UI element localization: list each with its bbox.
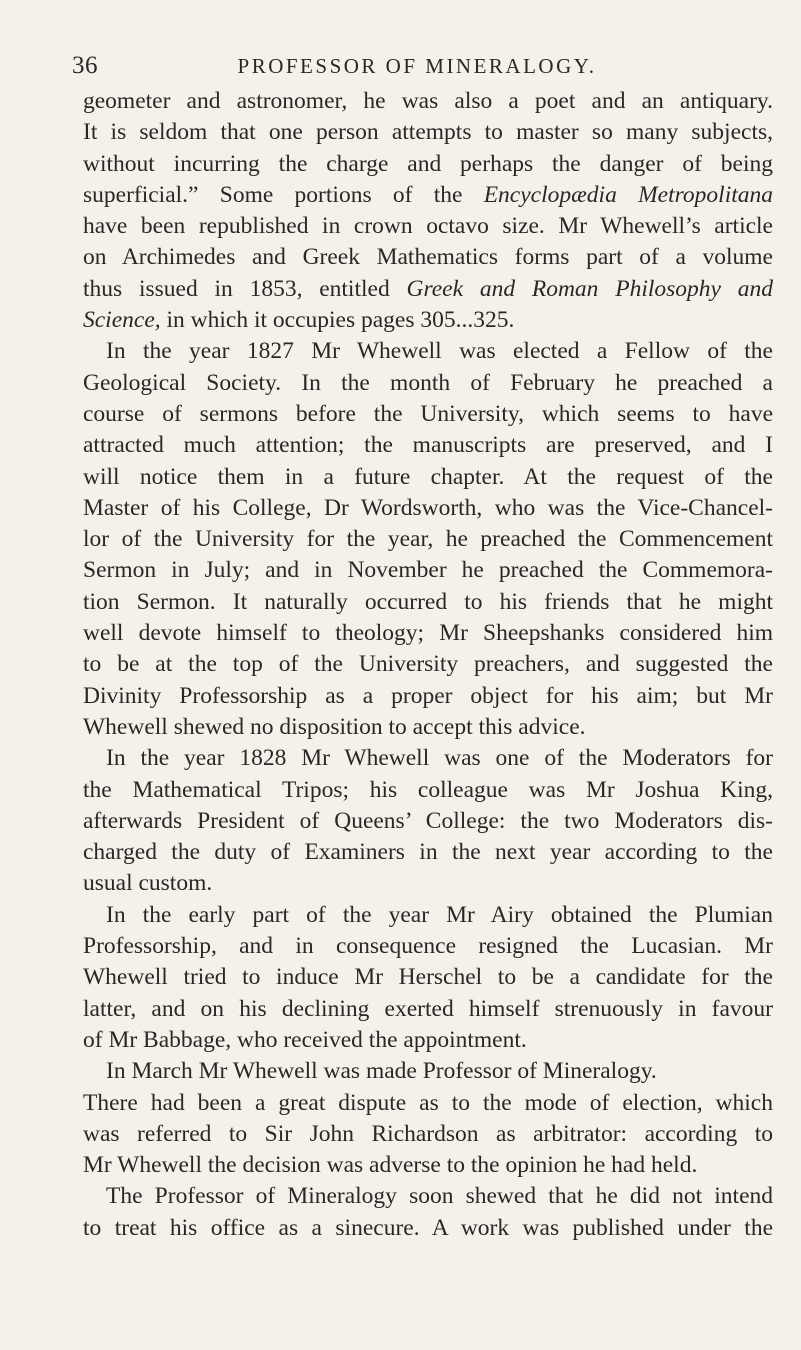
text-span: usual custom. xyxy=(83,870,213,897)
text-line xyxy=(83,555,773,586)
text-line xyxy=(83,618,773,649)
text-span: It is seldom that one person attempts to master so many subjects, xyxy=(83,119,773,146)
text-line xyxy=(83,242,773,273)
text-span: thus issued in 1853, entitled xyxy=(83,275,407,302)
text-line xyxy=(83,117,773,148)
text-line xyxy=(83,1119,773,1150)
text-span: In the early part of the year Mr Airy obtained the Plumian xyxy=(106,901,773,928)
text-span: Mr Whewell the decision was adverse to the opinion he had held. xyxy=(83,1152,698,1179)
text-span: superficial.” Some portions of the xyxy=(83,181,484,208)
text-span: There had been a great dispute as to the mode of election, which xyxy=(83,1089,773,1116)
text-span: Professorship, and in consequence resigned the Lucasian. Mr xyxy=(83,933,773,960)
text-span: Whewell shewed no disposition to accept this advice. xyxy=(83,713,586,740)
text-line xyxy=(83,806,773,837)
text-line xyxy=(83,743,773,774)
text-line xyxy=(83,524,773,555)
text-span: without incurring the charge and perhaps the danger of being xyxy=(83,150,773,177)
text-line xyxy=(83,336,773,367)
body-text xyxy=(83,86,773,1244)
text-span: will notice them in a future chapter. At the request of the xyxy=(83,463,773,490)
text-line xyxy=(83,493,773,524)
text-span: of Mr Babbage, who received the appointment. xyxy=(83,1026,527,1053)
text-line xyxy=(83,587,773,618)
text-span: The Professor of Mineralogy soon shewed that he did not intend xyxy=(106,1183,773,1210)
text-line xyxy=(83,775,773,806)
text-line xyxy=(83,712,773,743)
running-title: PROFESSOR OF MINERALOGY. xyxy=(237,54,597,78)
text-line xyxy=(83,837,773,868)
text-span: Sermon in July; and in November he preached the Commemora- xyxy=(83,557,773,584)
text-line xyxy=(83,399,773,430)
text-span: in which it occupies pages 305...325. xyxy=(160,307,515,334)
text-line xyxy=(83,1181,773,1212)
text-line xyxy=(83,1150,773,1181)
italic-text: Encyclopædia Metropolitana xyxy=(483,181,773,208)
text-span: In March Mr Whewell was made Professor of Mineralogy. xyxy=(106,1058,657,1085)
text-line xyxy=(83,274,773,305)
text-span: was referred to Sir John Richardson as arbitrator: according to xyxy=(83,1120,773,1147)
text-line xyxy=(83,211,773,242)
page-number: 36 xyxy=(72,52,98,79)
text-span: In the year 1827 Mr Whewell was elected a Fellow of the xyxy=(106,338,773,365)
text-line xyxy=(83,1213,773,1244)
text-span: charged the duty of Examiners in the next year according to the xyxy=(83,839,773,866)
text-line xyxy=(83,962,773,993)
italic-text: Greek and Roman Philosophy and xyxy=(406,275,773,302)
text-span: lor of the University for the year, he preached the Commencement xyxy=(83,526,773,553)
text-line xyxy=(83,994,773,1025)
text-line xyxy=(83,1025,773,1056)
text-span: attracted much attention; the manuscripts are preserved, and I xyxy=(83,432,773,459)
text-line xyxy=(83,681,773,712)
text-line xyxy=(83,86,773,117)
text-line xyxy=(83,305,773,336)
text-line xyxy=(83,462,773,493)
text-span: Divinity Professorship as a proper object for his aim; but Mr xyxy=(83,682,773,709)
page-header xyxy=(72,52,762,82)
text-line xyxy=(83,900,773,931)
text-span: Geological Society. In the month of February he preached a xyxy=(83,369,773,396)
text-span: geometer and astronomer, he was also a poet and an antiquary. xyxy=(83,88,773,114)
text-line xyxy=(83,180,773,211)
text-line xyxy=(83,868,773,899)
text-span: well devote himself to theology; Mr Sheepshanks considered him xyxy=(83,620,773,647)
text-span: on Archimedes and Greek Mathematics forms part of a volume xyxy=(83,244,773,271)
text-span: Master of his College, Dr Wordsworth, who was the Vice-Chancel- xyxy=(83,494,773,521)
text-line xyxy=(83,931,773,962)
text-line xyxy=(83,1056,773,1087)
text-span: course of sermons before the University, which seems to have xyxy=(83,400,773,427)
text-span: tion Sermon. It naturally occurred to his friends that he might xyxy=(83,588,773,615)
text-line xyxy=(83,368,773,399)
text-span: to treat his office as a sinecure. A work was published under the xyxy=(83,1214,773,1241)
italic-text: Science, xyxy=(83,307,161,334)
text-span: latter, and on his declining exerted himself strenuously in favour xyxy=(83,995,773,1022)
text-line xyxy=(83,149,773,180)
text-line xyxy=(83,430,773,461)
text-span: have been republished in crown octavo size. Mr Whewell’s article xyxy=(83,213,773,240)
text-span: the Mathematical Tripos; his colleague was Mr Joshua King, xyxy=(83,776,773,803)
text-line xyxy=(83,1088,773,1119)
text-line xyxy=(83,649,773,680)
text-span: to be at the top of the University preachers, and suggested the xyxy=(83,651,773,678)
text-span: In the year 1828 Mr Whewell was one of the Moderators for xyxy=(106,745,773,772)
text-span: Whewell tried to induce Mr Herschel to be a candidate for the xyxy=(83,964,773,991)
text-span: afterwards President of Queens’ College: the two Moderators dis- xyxy=(83,807,773,834)
